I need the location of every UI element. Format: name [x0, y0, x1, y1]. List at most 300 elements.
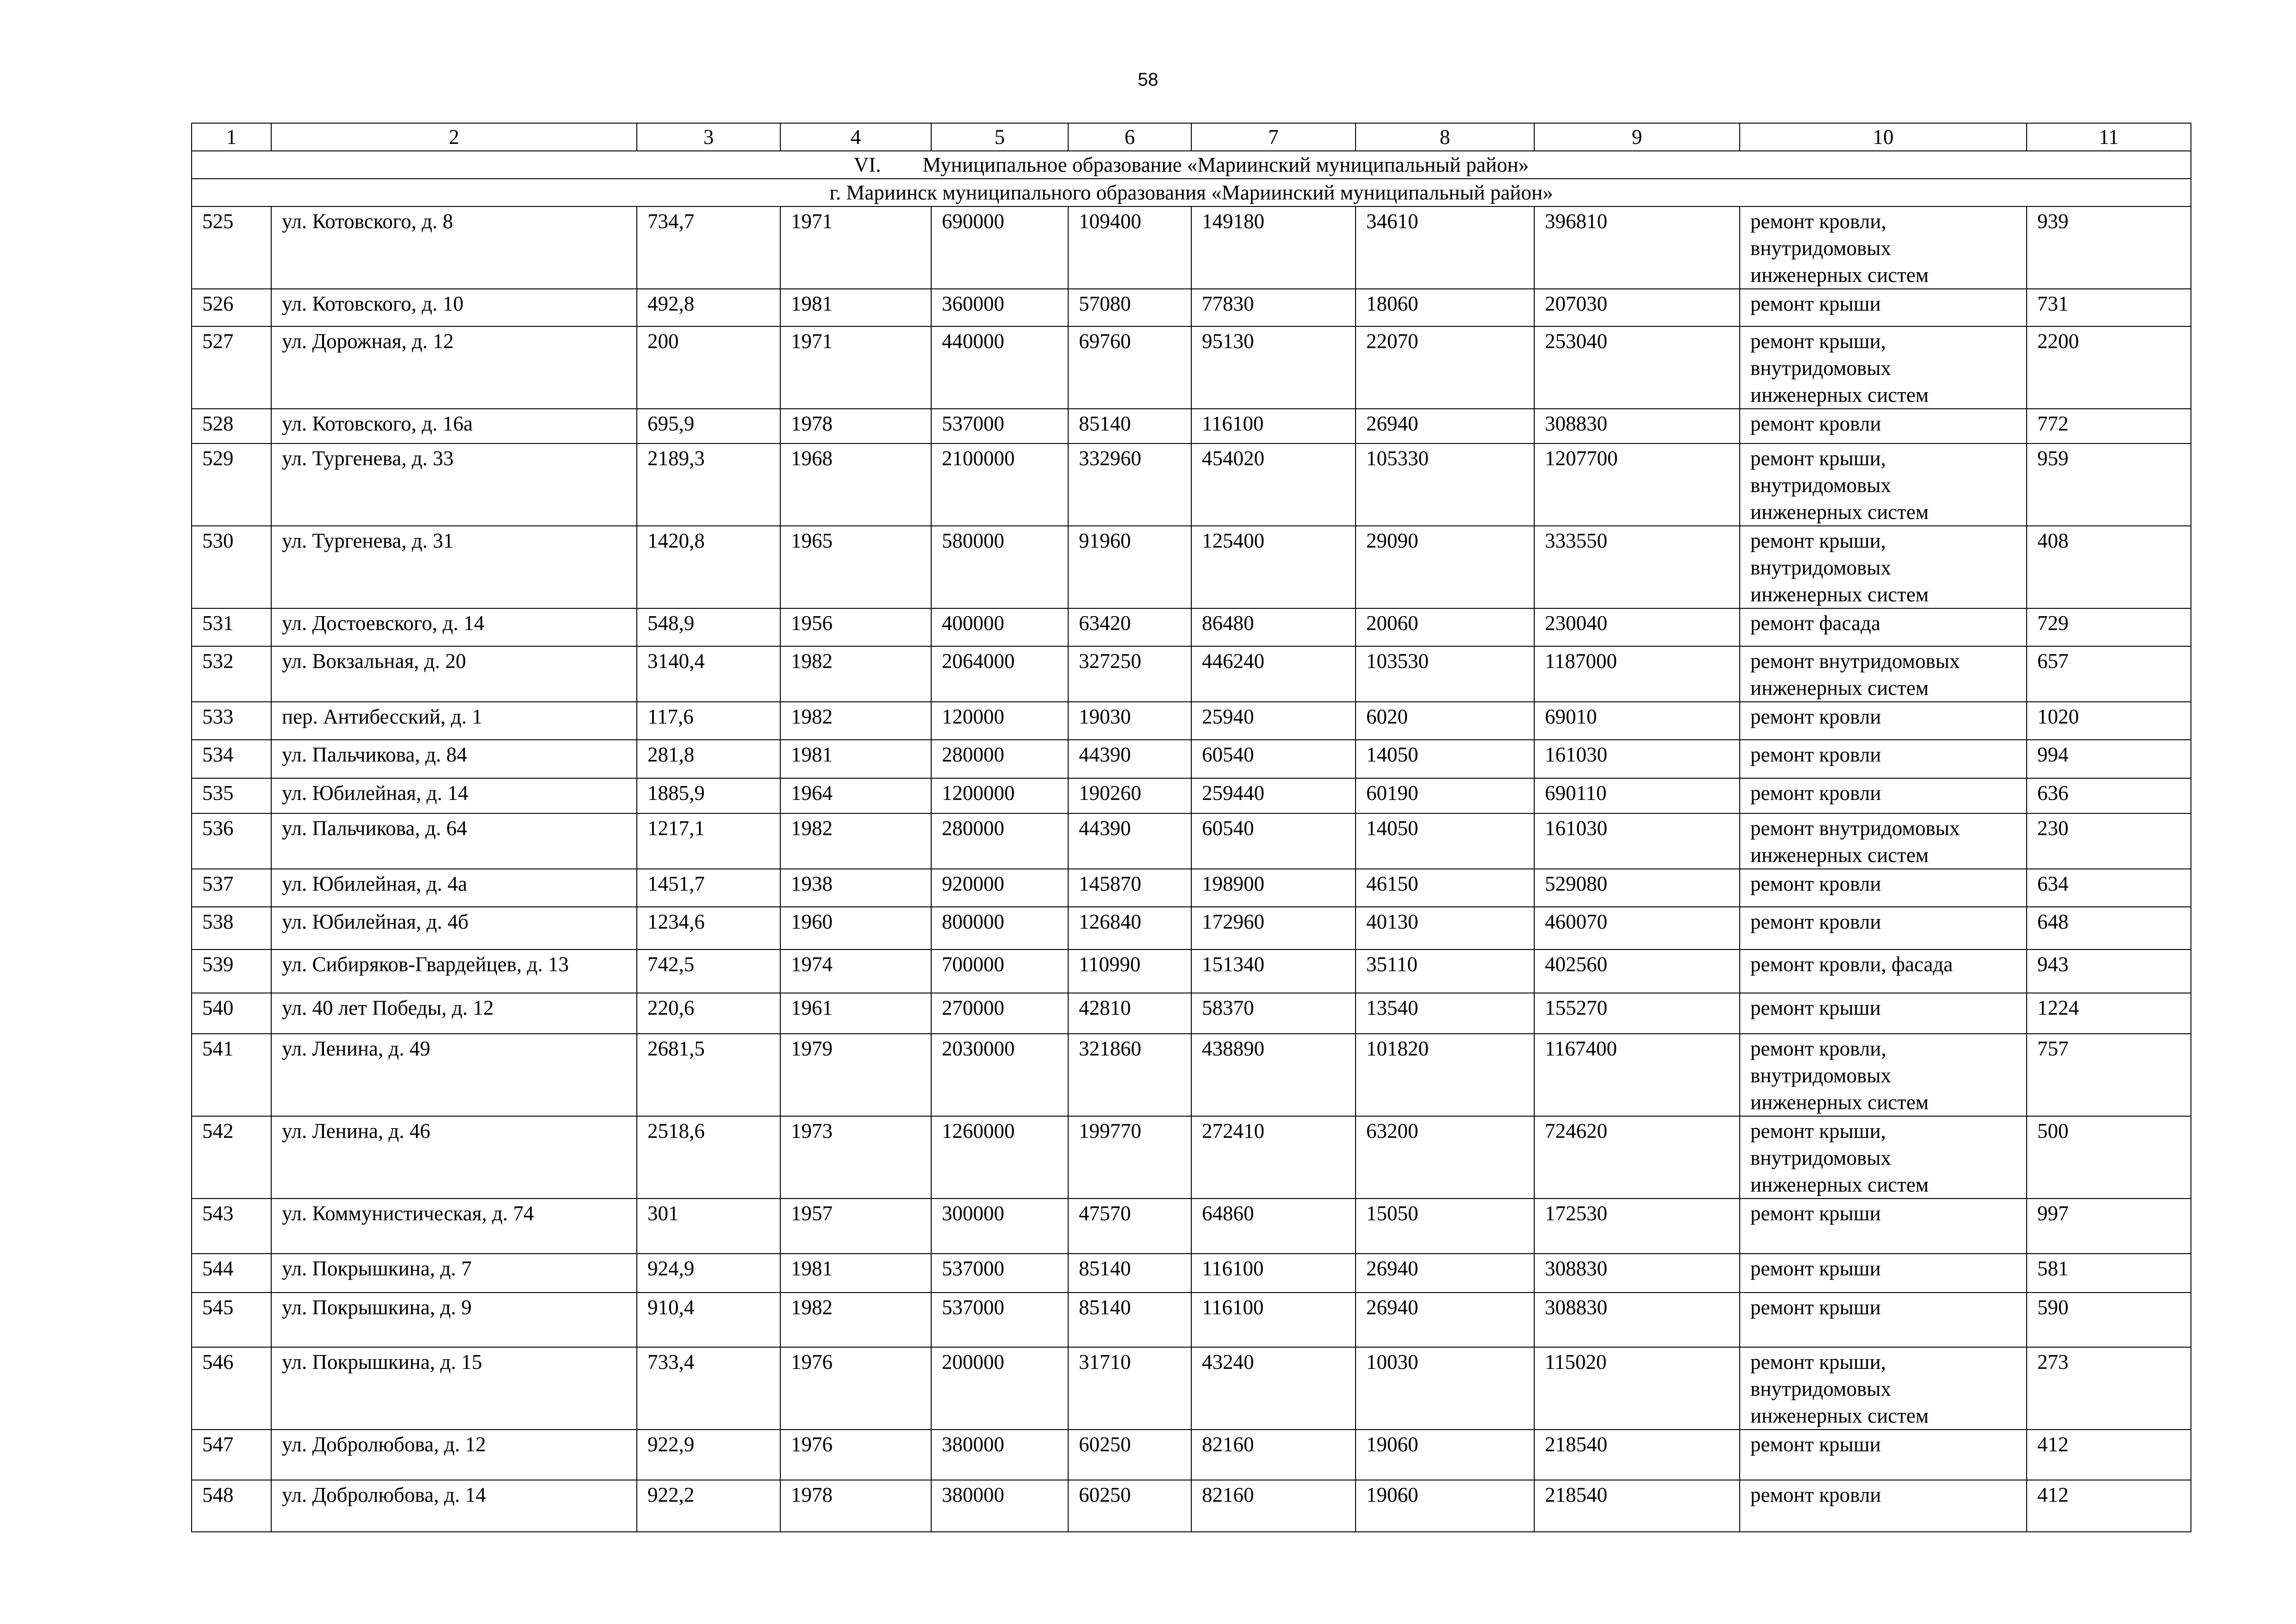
year-built-cell: 1968 — [780, 443, 931, 526]
year-built-cell: 1978 — [780, 409, 931, 443]
column-number-cell: 5 — [931, 123, 1068, 151]
table-row — [192, 740, 2191, 778]
cost-region-cell: 43240 — [1191, 1347, 1356, 1430]
cost-owners-cell: 69010 — [1534, 702, 1740, 740]
table-row — [192, 702, 2191, 740]
address-cell: ул. Ленина, д. 46 — [271, 1116, 637, 1199]
cost-municipality-cell: 103530 — [1356, 646, 1534, 702]
column-number-row — [192, 123, 2191, 151]
row-number-cell: 533 — [192, 702, 271, 740]
total-cost-cell: 580000 — [931, 526, 1068, 608]
cost-municipality-cell: 34610 — [1356, 206, 1534, 289]
row-number-cell: 527 — [192, 326, 271, 409]
work-type-cell — [1740, 813, 2027, 869]
cost-municipality-cell: 13540 — [1356, 993, 1534, 1034]
section-subtitle-row — [192, 179, 2191, 206]
cost-fund-cell: 57080 — [1068, 289, 1191, 326]
row-number-cell: 538 — [192, 907, 271, 949]
cost-owners-cell: 172530 — [1534, 1199, 1740, 1254]
area-cell: 924,9 — [637, 1254, 780, 1293]
cost-region-cell: 86480 — [1191, 608, 1356, 646]
area-cell: 1885,9 — [637, 778, 780, 813]
cost-fund-cell: 126840 — [1068, 907, 1191, 949]
area-cell: 695,9 — [637, 409, 780, 443]
table-row — [192, 1347, 2191, 1430]
cost-region-cell: 198900 — [1191, 869, 1356, 907]
address-cell: ул. Тургенева, д. 33 — [271, 443, 637, 526]
work-type-line: инженерных систем — [1750, 383, 1929, 406]
cost-region-cell: 64860 — [1191, 1199, 1356, 1254]
work-type-cell — [1740, 1293, 2027, 1347]
cost-municipality-cell: 60190 — [1356, 778, 1534, 813]
cost-municipality-cell: 35110 — [1356, 949, 1534, 993]
work-type-line: инженерных систем — [1750, 676, 1929, 700]
area-cell: 548,9 — [637, 608, 780, 646]
table-row — [192, 778, 2191, 813]
work-type-line: ремонт крыши — [1750, 1433, 1881, 1456]
residents-count-cell: 1224 — [2027, 993, 2191, 1034]
work-type-line: ремонт крыши, — [1750, 330, 1886, 353]
address-cell: ул. Покрышкина, д. 9 — [271, 1293, 637, 1347]
row-number-cell: 539 — [192, 949, 271, 993]
cost-owners-cell: 333550 — [1534, 526, 1740, 608]
work-type-line: инженерных систем — [1750, 263, 1929, 287]
area-cell: 1234,6 — [637, 907, 780, 949]
address-cell: ул. Юбилейная, д. 4б — [271, 907, 637, 949]
residents-count-cell: 636 — [2027, 778, 2191, 813]
table-row — [192, 646, 2191, 702]
address-cell: ул. Вокзальная, д. 20 — [271, 646, 637, 702]
address-cell: ул. Котовского, д. 10 — [271, 289, 637, 326]
area-cell: 117,6 — [637, 702, 780, 740]
cost-fund-cell: 145870 — [1068, 869, 1191, 907]
residents-count-cell: 731 — [2027, 289, 2191, 326]
cost-fund-cell: 19030 — [1068, 702, 1191, 740]
work-type-line: ремонт кровли — [1750, 412, 1881, 435]
year-built-cell: 1961 — [780, 993, 931, 1034]
work-type-cell — [1740, 869, 2027, 907]
table-row — [192, 289, 2191, 326]
residents-count-cell: 412 — [2027, 1480, 2191, 1532]
residents-count-cell: 757 — [2027, 1034, 2191, 1116]
total-cost-cell: 2064000 — [931, 646, 1068, 702]
address-cell: ул. 40 лет Победы, д. 12 — [271, 993, 637, 1034]
year-built-cell: 1981 — [780, 289, 931, 326]
table-row — [192, 1199, 2191, 1254]
total-cost-cell: 200000 — [931, 1347, 1068, 1430]
work-type-line: ремонт крыши, — [1750, 447, 1886, 470]
cost-owners-cell: 218540 — [1534, 1480, 1740, 1532]
cost-municipality-cell: 14050 — [1356, 740, 1534, 778]
residents-count-cell: 581 — [2027, 1254, 2191, 1293]
total-cost-cell: 690000 — [931, 206, 1068, 289]
cost-fund-cell: 69760 — [1068, 326, 1191, 409]
residents-count-cell: 729 — [2027, 608, 2191, 646]
area-cell: 301 — [637, 1199, 780, 1254]
work-type-cell — [1740, 1116, 2027, 1199]
area-cell: 734,7 — [637, 206, 780, 289]
cost-owners-cell: 218540 — [1534, 1430, 1740, 1480]
work-type-line: ремонт кровли — [1750, 781, 1881, 805]
section-number: VI. — [853, 153, 881, 176]
residents-count-cell: 2200 — [2027, 326, 2191, 409]
cost-region-cell: 82160 — [1191, 1430, 1356, 1480]
year-built-cell: 1960 — [780, 907, 931, 949]
cost-municipality-cell: 22070 — [1356, 326, 1534, 409]
total-cost-cell: 380000 — [931, 1480, 1068, 1532]
row-number-cell: 531 — [192, 608, 271, 646]
residents-count-cell: 657 — [2027, 646, 2191, 702]
work-type-cell — [1740, 1430, 2027, 1480]
table-row — [192, 608, 2191, 646]
work-type-line: ремонт кровли — [1750, 743, 1881, 766]
cost-owners-cell: 115020 — [1534, 1347, 1740, 1430]
work-type-line: инженерных систем — [1750, 1404, 1929, 1427]
year-built-cell: 1982 — [780, 813, 931, 869]
address-cell: ул. Сибиряков-Гвардейцев, д. 13 — [271, 949, 637, 993]
area-cell: 742,5 — [637, 949, 780, 993]
cost-municipality-cell: 40130 — [1356, 907, 1534, 949]
cost-municipality-cell: 46150 — [1356, 869, 1534, 907]
cost-fund-cell: 85140 — [1068, 1254, 1191, 1293]
cost-owners-cell: 1167400 — [1534, 1034, 1740, 1116]
work-type-cell — [1740, 778, 2027, 813]
cost-fund-cell: 190260 — [1068, 778, 1191, 813]
work-type-line: внутридомовых — [1750, 1064, 1892, 1087]
total-cost-cell: 280000 — [931, 813, 1068, 869]
work-type-line: ремонт кровли, — [1750, 210, 1886, 233]
area-cell: 2681,5 — [637, 1034, 780, 1116]
cost-fund-cell: 44390 — [1068, 813, 1191, 869]
address-cell: ул. Дорожная, д. 12 — [271, 326, 637, 409]
section-title-row — [192, 151, 2191, 179]
work-type-cell — [1740, 646, 2027, 702]
column-number-cell: 6 — [1068, 123, 1191, 151]
cost-owners-cell: 155270 — [1534, 993, 1740, 1034]
cost-owners-cell: 690110 — [1534, 778, 1740, 813]
work-type-line: ремонт кровли, — [1750, 1037, 1886, 1060]
year-built-cell: 1956 — [780, 608, 931, 646]
table-row — [192, 1034, 2191, 1116]
cost-owners-cell: 253040 — [1534, 326, 1740, 409]
row-number-cell: 544 — [192, 1254, 271, 1293]
cost-region-cell: 95130 — [1191, 326, 1356, 409]
row-number-cell: 542 — [192, 1116, 271, 1199]
cost-fund-cell: 109400 — [1068, 206, 1191, 289]
address-cell: ул. Юбилейная, д. 14 — [271, 778, 637, 813]
cost-municipality-cell: 26940 — [1356, 409, 1534, 443]
cost-owners-cell: 402560 — [1534, 949, 1740, 993]
cost-fund-cell: 110990 — [1068, 949, 1191, 993]
year-built-cell: 1976 — [780, 1347, 931, 1430]
work-type-line: внутридомовых — [1750, 556, 1892, 579]
cost-municipality-cell: 26940 — [1356, 1293, 1534, 1347]
work-type-cell — [1740, 608, 2027, 646]
cost-fund-cell: 47570 — [1068, 1199, 1191, 1254]
column-number-cell: 3 — [637, 123, 780, 151]
row-number-cell: 548 — [192, 1480, 271, 1532]
cost-fund-cell: 91960 — [1068, 526, 1191, 608]
cost-municipality-cell: 10030 — [1356, 1347, 1534, 1430]
area-cell: 220,6 — [637, 993, 780, 1034]
cost-municipality-cell: 101820 — [1356, 1034, 1534, 1116]
area-cell: 1420,8 — [637, 526, 780, 608]
row-number-cell: 540 — [192, 993, 271, 1034]
row-number-cell: 537 — [192, 869, 271, 907]
address-cell: ул. Покрышкина, д. 15 — [271, 1347, 637, 1430]
year-built-cell: 1981 — [780, 740, 931, 778]
area-cell: 281,8 — [637, 740, 780, 778]
page-number: 58 — [1138, 69, 1158, 90]
cost-region-cell: 151340 — [1191, 949, 1356, 993]
cost-owners-cell: 308830 — [1534, 1254, 1740, 1293]
area-cell: 200 — [637, 326, 780, 409]
cost-fund-cell: 327250 — [1068, 646, 1191, 702]
work-type-cell — [1740, 702, 2027, 740]
residents-count-cell: 648 — [2027, 907, 2191, 949]
work-type-line: внутридомовых — [1750, 237, 1892, 260]
area-cell: 492,8 — [637, 289, 780, 326]
cost-municipality-cell: 15050 — [1356, 1199, 1534, 1254]
address-cell: ул. Котовского, д. 8 — [271, 206, 637, 289]
year-built-cell: 1978 — [780, 1480, 931, 1532]
cost-owners-cell: 396810 — [1534, 206, 1740, 289]
cost-owners-cell: 1207700 — [1534, 443, 1740, 526]
work-type-line: внутридомовых — [1750, 356, 1892, 380]
cost-municipality-cell: 14050 — [1356, 813, 1534, 869]
year-built-cell: 1982 — [780, 646, 931, 702]
cost-municipality-cell: 26940 — [1356, 1254, 1534, 1293]
cost-region-cell: 172960 — [1191, 907, 1356, 949]
cost-owners-cell: 207030 — [1534, 289, 1740, 326]
cost-fund-cell: 321860 — [1068, 1034, 1191, 1116]
address-cell: ул. Достоевского, д. 14 — [271, 608, 637, 646]
work-type-cell — [1740, 949, 2027, 993]
total-cost-cell: 270000 — [931, 993, 1068, 1034]
table-row — [192, 526, 2191, 608]
residents-count-cell: 1020 — [2027, 702, 2191, 740]
cost-owners-cell: 1187000 — [1534, 646, 1740, 702]
work-type-cell — [1740, 206, 2027, 289]
cost-region-cell: 125400 — [1191, 526, 1356, 608]
address-cell: ул. Пальчикова, д. 64 — [271, 813, 637, 869]
work-type-line: ремонт кровли — [1750, 705, 1881, 728]
total-cost-cell: 300000 — [931, 1199, 1068, 1254]
work-type-cell — [1740, 907, 2027, 949]
work-type-cell — [1740, 1034, 2027, 1116]
row-number-cell: 536 — [192, 813, 271, 869]
cost-owners-cell: 529080 — [1534, 869, 1740, 907]
table-row — [192, 907, 2191, 949]
address-cell: пер. Антибесский, д. 1 — [271, 702, 637, 740]
year-built-cell: 1976 — [780, 1430, 931, 1480]
total-cost-cell: 1200000 — [931, 778, 1068, 813]
area-cell: 1217,1 — [637, 813, 780, 869]
row-number-cell: 530 — [192, 526, 271, 608]
work-type-line: инженерных систем — [1750, 843, 1929, 867]
residents-count-cell: 590 — [2027, 1293, 2191, 1347]
area-cell: 3140,4 — [637, 646, 780, 702]
year-built-cell: 1971 — [780, 206, 931, 289]
address-cell: ул. Котовского, д. 16а — [271, 409, 637, 443]
total-cost-cell: 920000 — [931, 869, 1068, 907]
cost-municipality-cell: 6020 — [1356, 702, 1534, 740]
work-type-cell — [1740, 1347, 2027, 1430]
row-number-cell: 528 — [192, 409, 271, 443]
address-cell: ул. Тургенева, д. 31 — [271, 526, 637, 608]
address-cell: ул. Добролюбова, д. 12 — [271, 1430, 637, 1480]
cost-owners-cell: 460070 — [1534, 907, 1740, 949]
work-type-line: инженерных систем — [1750, 1173, 1929, 1196]
address-cell: ул. Пальчикова, д. 84 — [271, 740, 637, 778]
area-cell: 2518,6 — [637, 1116, 780, 1199]
cost-fund-cell: 44390 — [1068, 740, 1191, 778]
work-type-cell — [1740, 1254, 2027, 1293]
work-type-cell — [1740, 409, 2027, 443]
year-built-cell: 1979 — [780, 1034, 931, 1116]
table-row — [192, 1254, 2191, 1293]
cost-region-cell: 77830 — [1191, 289, 1356, 326]
table-row — [192, 949, 2191, 993]
work-type-line: инженерных систем — [1750, 1091, 1929, 1114]
residents-count-cell: 273 — [2027, 1347, 2191, 1430]
total-cost-cell: 537000 — [931, 409, 1068, 443]
residents-count-cell: 412 — [2027, 1430, 2191, 1480]
address-cell: ул. Добролюбова, д. 14 — [271, 1480, 637, 1532]
address-cell: ул. Покрышкина, д. 7 — [271, 1254, 637, 1293]
work-type-cell — [1740, 326, 2027, 409]
cost-owners-cell: 230040 — [1534, 608, 1740, 646]
row-number-cell: 546 — [192, 1347, 271, 1430]
cost-fund-cell: 31710 — [1068, 1347, 1191, 1430]
residents-count-cell: 230 — [2027, 813, 2191, 869]
work-type-line: ремонт крыши — [1750, 292, 1881, 315]
cost-region-cell: 60540 — [1191, 740, 1356, 778]
year-built-cell: 1982 — [780, 1293, 931, 1347]
work-type-line: ремонт кровли, фасада — [1750, 953, 1953, 976]
table-row — [192, 1116, 2191, 1199]
cost-municipality-cell: 29090 — [1356, 526, 1534, 608]
cost-fund-cell: 60250 — [1068, 1430, 1191, 1480]
work-type-line: ремонт кровли — [1750, 1483, 1881, 1506]
total-cost-cell: 120000 — [931, 702, 1068, 740]
column-number-cell: 4 — [780, 123, 931, 151]
total-cost-cell: 2030000 — [931, 1034, 1068, 1116]
work-type-line: ремонт крыши, — [1750, 529, 1886, 552]
cost-region-cell: 82160 — [1191, 1480, 1356, 1532]
residents-count-cell: 408 — [2027, 526, 2191, 608]
cost-owners-cell: 161030 — [1534, 740, 1740, 778]
residents-count-cell: 997 — [2027, 1199, 2191, 1254]
section-title-cell — [192, 151, 2191, 179]
address-cell: ул. Юбилейная, д. 4а — [271, 869, 637, 907]
row-number-cell: 541 — [192, 1034, 271, 1116]
row-number-cell: 532 — [192, 646, 271, 702]
year-built-cell: 1957 — [780, 1199, 931, 1254]
work-type-cell — [1740, 443, 2027, 526]
row-number-cell: 543 — [192, 1199, 271, 1254]
cost-fund-cell: 199770 — [1068, 1116, 1191, 1199]
cost-fund-cell: 332960 — [1068, 443, 1191, 526]
cost-owners-cell: 308830 — [1534, 409, 1740, 443]
area-cell: 922,9 — [637, 1430, 780, 1480]
cost-region-cell: 116100 — [1191, 1254, 1356, 1293]
residents-count-cell: 634 — [2027, 869, 2191, 907]
work-type-line: ремонт крыши — [1750, 996, 1881, 1019]
column-number-cell: 2 — [271, 123, 637, 151]
cost-region-cell: 272410 — [1191, 1116, 1356, 1199]
total-cost-cell: 2100000 — [931, 443, 1068, 526]
cost-region-cell: 149180 — [1191, 206, 1356, 289]
column-number-cell: 11 — [2027, 123, 2191, 151]
cost-fund-cell: 85140 — [1068, 409, 1191, 443]
work-type-cell — [1740, 740, 2027, 778]
row-number-cell: 545 — [192, 1293, 271, 1347]
area-cell: 733,4 — [637, 1347, 780, 1430]
row-number-cell: 534 — [192, 740, 271, 778]
area-cell: 922,2 — [637, 1480, 780, 1532]
cost-owners-cell: 161030 — [1534, 813, 1740, 869]
work-type-line: ремонт крыши — [1750, 1296, 1881, 1319]
work-type-cell — [1740, 526, 2027, 608]
work-type-line: ремонт кровли — [1750, 872, 1881, 895]
total-cost-cell: 1260000 — [931, 1116, 1068, 1199]
cost-fund-cell: 60250 — [1068, 1480, 1191, 1532]
year-built-cell: 1965 — [780, 526, 931, 608]
cost-municipality-cell: 19060 — [1356, 1480, 1534, 1532]
cost-municipality-cell: 18060 — [1356, 289, 1534, 326]
table-row — [192, 993, 2191, 1034]
work-type-line: ремонт внутридомовых — [1750, 817, 1960, 840]
area-cell: 910,4 — [637, 1293, 780, 1347]
cost-fund-cell: 42810 — [1068, 993, 1191, 1034]
residents-count-cell: 943 — [2027, 949, 2191, 993]
work-type-line: инженерных систем — [1750, 500, 1929, 524]
total-cost-cell: 400000 — [931, 608, 1068, 646]
table-row — [192, 326, 2191, 409]
cost-municipality-cell: 20060 — [1356, 608, 1534, 646]
column-number-cell: 7 — [1191, 123, 1356, 151]
row-number-cell: 526 — [192, 289, 271, 326]
cost-region-cell: 58370 — [1191, 993, 1356, 1034]
cost-region-cell: 454020 — [1191, 443, 1356, 526]
table-row — [192, 409, 2191, 443]
residents-count-cell: 959 — [2027, 443, 2191, 526]
work-type-cell — [1740, 1480, 2027, 1532]
address-cell: ул. Ленина, д. 49 — [271, 1034, 637, 1116]
table-row — [192, 869, 2191, 907]
cost-region-cell: 446240 — [1191, 646, 1356, 702]
cost-region-cell: 116100 — [1191, 1293, 1356, 1347]
year-built-cell: 1938 — [780, 869, 931, 907]
cost-owners-cell: 724620 — [1534, 1116, 1740, 1199]
residents-count-cell: 939 — [2027, 206, 2191, 289]
total-cost-cell: 800000 — [931, 907, 1068, 949]
row-number-cell: 529 — [192, 443, 271, 526]
year-built-cell: 1973 — [780, 1116, 931, 1199]
total-cost-cell: 360000 — [931, 289, 1068, 326]
work-type-cell — [1740, 289, 2027, 326]
work-type-line: ремонт крыши, — [1750, 1119, 1886, 1143]
table-row — [192, 206, 2191, 289]
cost-fund-cell: 63420 — [1068, 608, 1191, 646]
year-built-cell: 1964 — [780, 778, 931, 813]
work-type-line: внутридомовых — [1750, 474, 1892, 497]
total-cost-cell: 537000 — [931, 1293, 1068, 1347]
total-cost-cell: 537000 — [931, 1254, 1068, 1293]
table-row — [192, 1293, 2191, 1347]
area-cell: 1451,7 — [637, 869, 780, 907]
